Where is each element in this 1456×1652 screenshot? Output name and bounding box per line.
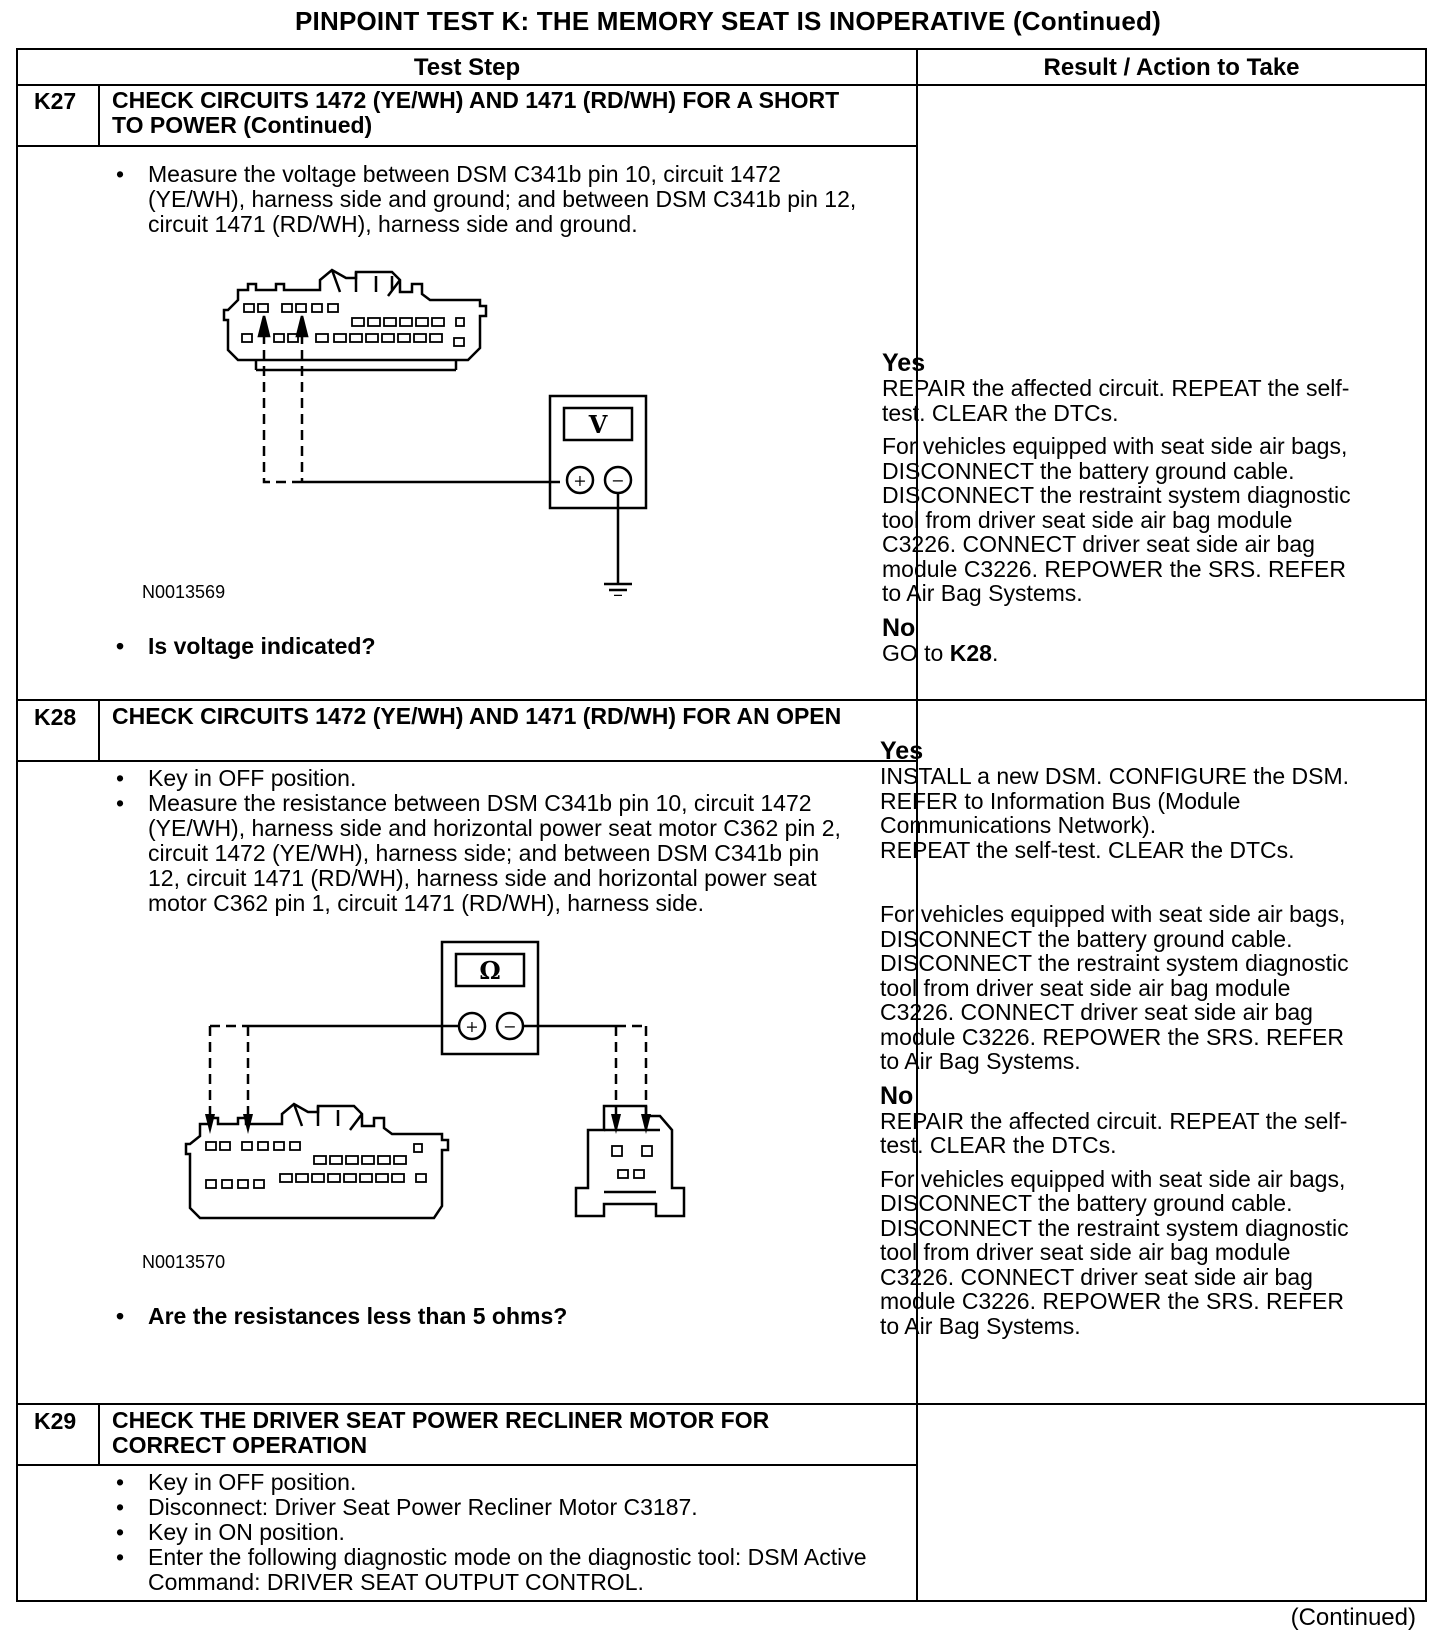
step-heading-k27: CHECK CIRCUITS 1472 (YE/WH) AND 1471 (RD/WH) FOR A SHORT TO POWER (Continued) (112, 87, 840, 138)
result-no-text: REPAIR the affected circuit. REPEAT the self-test. CLEAR the DTCs. (880, 1107, 1348, 1158)
result-no-note: For vehicles equipped with seat side air bags, DISCONNECT the battery ground cable. DISCONNECT the restraint system diagnostic tool from driver seat side air bag module C3226. CONNECT driver seat side air bag module C3226. REPOWER the SRS. REFER to Air Bag Systems. (880, 1165, 1349, 1339)
meter-symbol: V (588, 410, 608, 439)
seat-motor-connector-icon (576, 1106, 684, 1216)
svg-text:−: − (611, 471, 625, 490)
result-yes-note: For vehicles equipped with seat side air bags, DISCONNECT the battery ground cable. DISCONNECT the restraint system diagnostic tool from driver seat side air bag module C3226. CONNECT driver seat side air bag module C3226. REPOWER the SRS. REFER to Air Bag Systems. (882, 433, 1351, 606)
step-heading-k28: CHECK CIRCUITS 1472 (YE/WH) AND 1471 (RD/WH) FOR AN OPEN (112, 703, 842, 729)
list-item: • Are the resistances less than 5 ohms? (115, 1303, 568, 1329)
header-test-step: Test Step (413, 54, 521, 81)
list-item: • Is voltage indicated? (115, 633, 376, 659)
step-question-k27 (110, 634, 870, 659)
list-item: • Key in OFF position. (115, 765, 357, 791)
meter-symbol: Ω (479, 956, 501, 985)
svg-text:+: + (465, 1017, 479, 1036)
svg-text:+: + (573, 471, 587, 490)
list-item: • Key in OFF position. (115, 1469, 357, 1495)
ohmmeter-diagram (176, 934, 756, 1264)
result-yes-label: Yes (882, 349, 926, 377)
step-instructions-k28 (110, 766, 855, 916)
svg-text:−: − (503, 1017, 517, 1036)
step-id-k28: K28 (34, 704, 77, 730)
step-question-k28 (110, 1304, 870, 1329)
result-no-label: No (880, 1081, 914, 1110)
step-heading-k29: CHECK THE DRIVER SEAT POWER RECLINER MOTOR FOR CORRECT OPERATION (112, 1407, 770, 1458)
dsm-connector-icon (186, 1104, 448, 1218)
step-instructions-k27 (110, 162, 870, 237)
step-id-k27: K27 (34, 88, 77, 114)
figure-id-k28: N0013570 (142, 1252, 226, 1272)
result-yes-label: Yes (880, 737, 924, 765)
figure-id-k27: N0013569 (142, 582, 226, 602)
step-instructions-k29 (110, 1470, 870, 1595)
list-item: • Enter the following diagnostic mode on the diagnostic tool: DSM Active Command: DRIVER SEAT OUTPUT CONTROL. (115, 1544, 867, 1595)
step-id-k29: K29 (34, 1408, 77, 1434)
result-yes-note: For vehicles equipped with seat side air bags, DISCONNECT the battery ground cable. DISCONNECT the restraint system diagnostic tool from driver seat side air bag module C3226. CONNECT driver seat side air bag module C3226. REPOWER the SRS. REFER to Air Bag Systems. (880, 901, 1349, 1074)
header-result: Result / Action to Take (1043, 54, 1300, 81)
result-yes-text-2: REPEAT the self-test. CLEAR the DTCs. (880, 836, 1295, 863)
list-item: • Measure the voltage between DSM C341b pin 10, circuit 1472 (YE/WH), harness side and ground; and between DSM C341b pin 12, circuit 1471 (RD/WH), harness side and ground. (115, 161, 857, 237)
list-item: • Measure the resistance between DSM C341b pin 10, circuit 1472 (YE/WH), harness side and horizontal power seat motor C362 pin 2, circuit 1472 (YE/WH), harness side; and between DSM C341b pin 12, circuit 1471 (RD/WH), harness side and horizontal power seat motor C362 pin 1, circuit 1471 (RD/WH), harness side. (115, 790, 841, 916)
result-k27 (882, 350, 1354, 665)
continued-label: (Continued) (1290, 1604, 1416, 1631)
result-yes-text: REPAIR the affected circuit. REPEAT the self-test. CLEAR the DTCs. (882, 375, 1350, 426)
list-item: • Key in ON position. (115, 1519, 345, 1545)
result-no-label: No (882, 613, 916, 642)
list-item: • Disconnect: Driver Seat Power Recliner Motor C3187. (115, 1494, 698, 1520)
pinpoint-table (16, 48, 1427, 1602)
result-yes-text: INSTALL a new DSM. CONFIGURE the DSM. REFER to Information Bus (Module Communications Network). (880, 763, 1350, 838)
page-title: PINPOINT TEST K: THE MEMORY SEAT IS INOPERATIVE (Continued) (295, 6, 1161, 36)
result-no-text: GO to K28. (882, 639, 999, 666)
voltmeter-diagram (216, 266, 656, 596)
result-k28 (880, 738, 1355, 1347)
